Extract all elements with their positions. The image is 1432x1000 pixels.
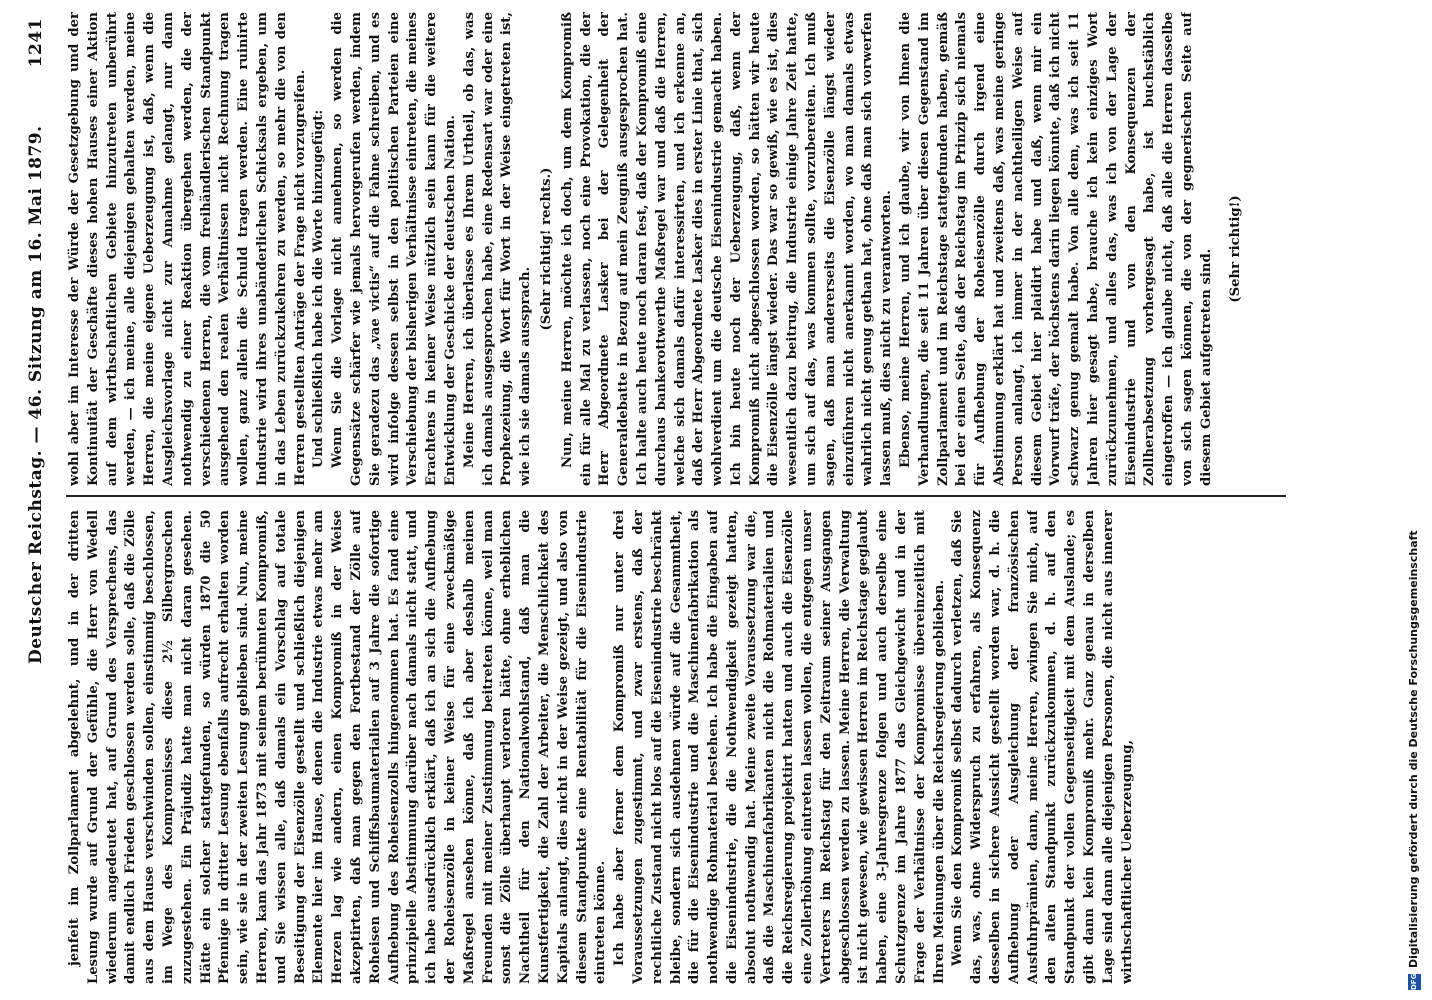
paragraph: Wenn Sie den Kompromiß selbst dadurch verletzen, daß Sie das, was, ohne Widerspruch zu erfahren, als Konsequenz desselben in sichere Aussicht gestellt worden war, d. h. die Aufhebung oder Ausgleichung der französischen Ausfuhrprämien, dann, meine Herren, zwingen Sie mich, auf den alten Standpunkt zurückzukommen, d. h. auf den Standpunkt der vollen Gegenseitigkeit mit dem Auslande; es gibt dann kein Kompromiß mehr. Ganz genau in derselben Lage sind dann alle diejenigen Personen, die nicht aus innerer wirthschaftlicher Ueberzeugung, [950,510,1135,984]
page-title: Deutscher Reichstag. — 46. Sitzung am 16. Mai 1879. [26,125,46,664]
paragraph: wohl aber im Interesse der Würde der Gesetzgebung und der Kontinuität der Geschäfte dieses hohen Hauses einer Aktion auf dem wirthschaftlichen Gebiete hinzutreten unberührt werden, — ich meine, alle diejenigen gehalten werden, meine Herren, die meine eigene Ueberzeugung ist, daß, wenn die Ausgleichsvorlage nicht zur Annahme gelangt, nur dann nothwendig zu einer Reaktion übergehen werden, die der verschiedenen Herren, die vom freihändlerischen Standpunkt ausgehend den realen Verhältnissen nicht Rechnung tragen wollen, ganz allein die Schuld tragen werden. Eine ruinirte Industrie wird ihres unabänderlichen Schicksals ergeben, um in das Leben zurückzukehren zu werden, so mehr die von den Herren gestellten Anträge der Frage nicht vorzugreifen. [67,12,308,486]
digitization-footer [1406,0,1426,1000]
interjection: (Sehr richtig!) [1227,195,1243,303]
dfg-logo-icon: DFG [1408,974,1421,990]
paragraph: jenfeit im Zollparlament abgelehnt, und in der dritten Lesung wurde auf Grund der Gefühle, die Herr von Wedell wiederum angedeutet hat, auf Grund des Versprechens, das damit endlich Frieden geschlossen werden solle, daß die Zölle aus dem Hause verschwinden sollen, einstimmig beschlossen, im Wege des Kompromisses diese 2½ Silbergroschen zuzugestehen. Ein Präjudiz hatte man nicht daran gesehen. Hätte ein solcher stattgefunden, so würden 1870 die 50 Pfennige in dritter Lesung ebenfalls aufrecht erhalten worden sein, wie sie in der zweiten Lesung geblieben sind. Nun, meine Herren, kam das Jahr 1873 mit seinem berühmten Kompromiß, und Sie wissen alle, daß damals ein Vorschlag auf totale Beseitigung der Eisenzölle gestellt und schließlich diejenigen Elemente hier im Hause, denen die Industrie etwas mehr am Herzen lag wie andern, einen Kompromiß in der Weise akzeptirten, daß man gegen den Fortbestand der Zölle auf Roheisen und Schiffsbaumaterialien auf 3 Jahre die sofortige Aufhebung des Roheisenzolls hingenommen hat. Es fand eine prinzipielle Abstimmung darüber nach damals nicht statt, und ich habe ausdrücklich erklärt, daß ich an sich die Aufhebung der Roheisenzölle in keiner Weise für eine zweckmäßige Maßregel ansehen könne, daß ich aber deshalb meinen Freunden mit meiner Zustimmung beitreten könne, weil man sonst die Zölle überhaupt verloren hätte, ohne erheblichen Nachtheil für den Nationalwohlstand, daß man die Kunstfertigkeit, die Zahl der Arbeiter, die Menschlichkeit des Kapitals anlangt, dies nicht in der Weise gezeigt, und also von diesem Standpunkte eine Rentabilität für die Eisenindustrie eintreten könne. [67,510,609,984]
digitization-note: Digitalisierung gefördert durch die Deutsche Forschungsgemeinschaft [1407,530,1420,968]
paragraph: Nun, meine Herren, möchte ich doch, um dem Kompromiß ein für alle Mal zu verlassen, noch eine Provokation, die der Herr Abgeordnete Lasker bei der Gelegenheit der Generaldebatte in Bezug auf mein Zeugniß ausgesprochen hat. Ich halte auch heute noch daran fest, daß der Kompromiß eine durchaus bankerottwerthe Maßregel war und daß die Herren, welche sich damals dafür interessirten, und ich erkenne an, daß der Herr Abgeordnete Lasker dies in erster Linie that, sich wohlverdient um die deutsche Eisenindustrie gemacht haben. Ich bin heute noch der Ueberzeugung, daß, wenn der Kompromiß nicht abgeschlossen worden, so hätten wir heute die Eisenzölle längst wieder. Das war so gewiß, wie es ist, dies wesentlich dazu beitrug, die Industrie einige Jahre Zeit hatte, um sich auf das, was kommen sollte, vorzubereiten. Ich muß sagen, daß man andererseits die Eisenzölle längst wieder einzuführen nicht anerkannt worden, wo man damals etwas wahrlich nicht genug gethan hat, ohne daß man sich vorwerfen lassen muß, dies nicht zu verantworten. [559,12,895,486]
page-number: 1241 [26,18,46,68]
quoted-paragraph: Wenn Sie die Vorlage nicht annehmen, so werden die Gegensätze schärfer wie jemals hervorgerufen werden, indem Sie geradezu das „vae victis“ auf die Fahne schreiben, und es wird infolge dessen selbst in den politischen Parteien eine Verschiebung der bisherigen Verhältnisse eintreten, die meines Erachtens in keiner Weise nützlich sein kann für die weitere Entwicklung der Geschicke der deutschen Nation. [330,12,458,486]
left-column [66,510,1286,984]
page-header [22,12,52,984]
right-column [66,12,1286,486]
paragraph: Und schließlich habe ich die Worte hinzugefügt: [311,109,327,468]
paragraph: Ich habe aber ferner dem Kompromiß nur unter drei Voraussetzungen zugestimmt, und zwar erstens, daß der rechtliche Zustand nicht blos auf die Eisenindustrie beschränkt bleibe, sondern sich ausdehnen würde auf die Gesammtheit, die für die Eisenindustrie und die Maschinenfabrikation als nothwendige Rohmaterial bestehen. Ich habe die Eingaben auf die Eisenindustrie, die die Nothwendigkeit gezeigt hatten, absolut nothwendig hat. Meine zweite Voraussetzung war die, daß die Maschinenfabrikanten nicht die Rohmaterialien und die Reichsregierung projektirt hatten und auch die Eisenzölle eine Zollerhöhung eintreten lassen wollen, die entgegen unser Vertreters im Reichstag für den Zeitraum seiner Ausgangen abgeschlossen werden zu lassen. Meine Herren, die Verwaltung ist nicht gewesen, wie gewissen Herren im Reichstage geglaubt haben, eine 3-Jahresgrenze folgen und auch derselbe eine Schutzgrenze im Jahre 1877 das Gleichgewicht und in der Frage der Verhältnisse der Kompromisse übereinzeitlich mit Ihren Meinungen über die Reichsregierung geblieben. [612,510,947,984]
text-columns [66,12,1286,984]
interjection: (Sehr richtig! rechts.) [538,167,554,331]
column-divider [66,496,1286,498]
paragraph: Ebenso, meine Herren, und ich glaube, wir von Ihnen die Verhandlungen, die seit 11 Jahren über diesen Gegenstand im Zollparlament und im Reichstage stattgefunden haben, gemäß bei der einen Seite, daß der Reichstag im Prinzip sich niemals für Aufhebung der Roheisenzölle durch irgend eine Abstimmung erklärt hat und zweitens daß, was meine geringe Person anlangt, ich immer in der nachtheiligen Weise auf diesem Gebiet hier plaidirt habe und daß, wenn mir ein Vorwurf träfe, der höchstens darin liegen könnte, daß ich nicht schwarz genug gemalt habe. Von alle dem, was ich seit 11 Jahren hier gesagt habe, brauche ich kein einziges Wort zurückzunehmen, und alles das, was ich von der Lage der Eisenindustrie und von den Konsequenzen der Zollherabsetzung vorhergesagt habe, ist buchstäblich eingetroffen — ich glaube nicht, daß alle die Herren dasselbe von sich sagen können, die von der gegnerischen Seite auf diesem Gebiet aufgetreten sind. [898,12,1214,486]
paragraph: Meine Herren, ich überlasse es Ihrem Urtheil, ob das, was ich damals ausgesprochen habe, eine Redensart war oder eine Prophezeiung, die Wort für Wort in der Weise eingetreten ist, wie ich sie damals aussprach. [461,12,534,486]
